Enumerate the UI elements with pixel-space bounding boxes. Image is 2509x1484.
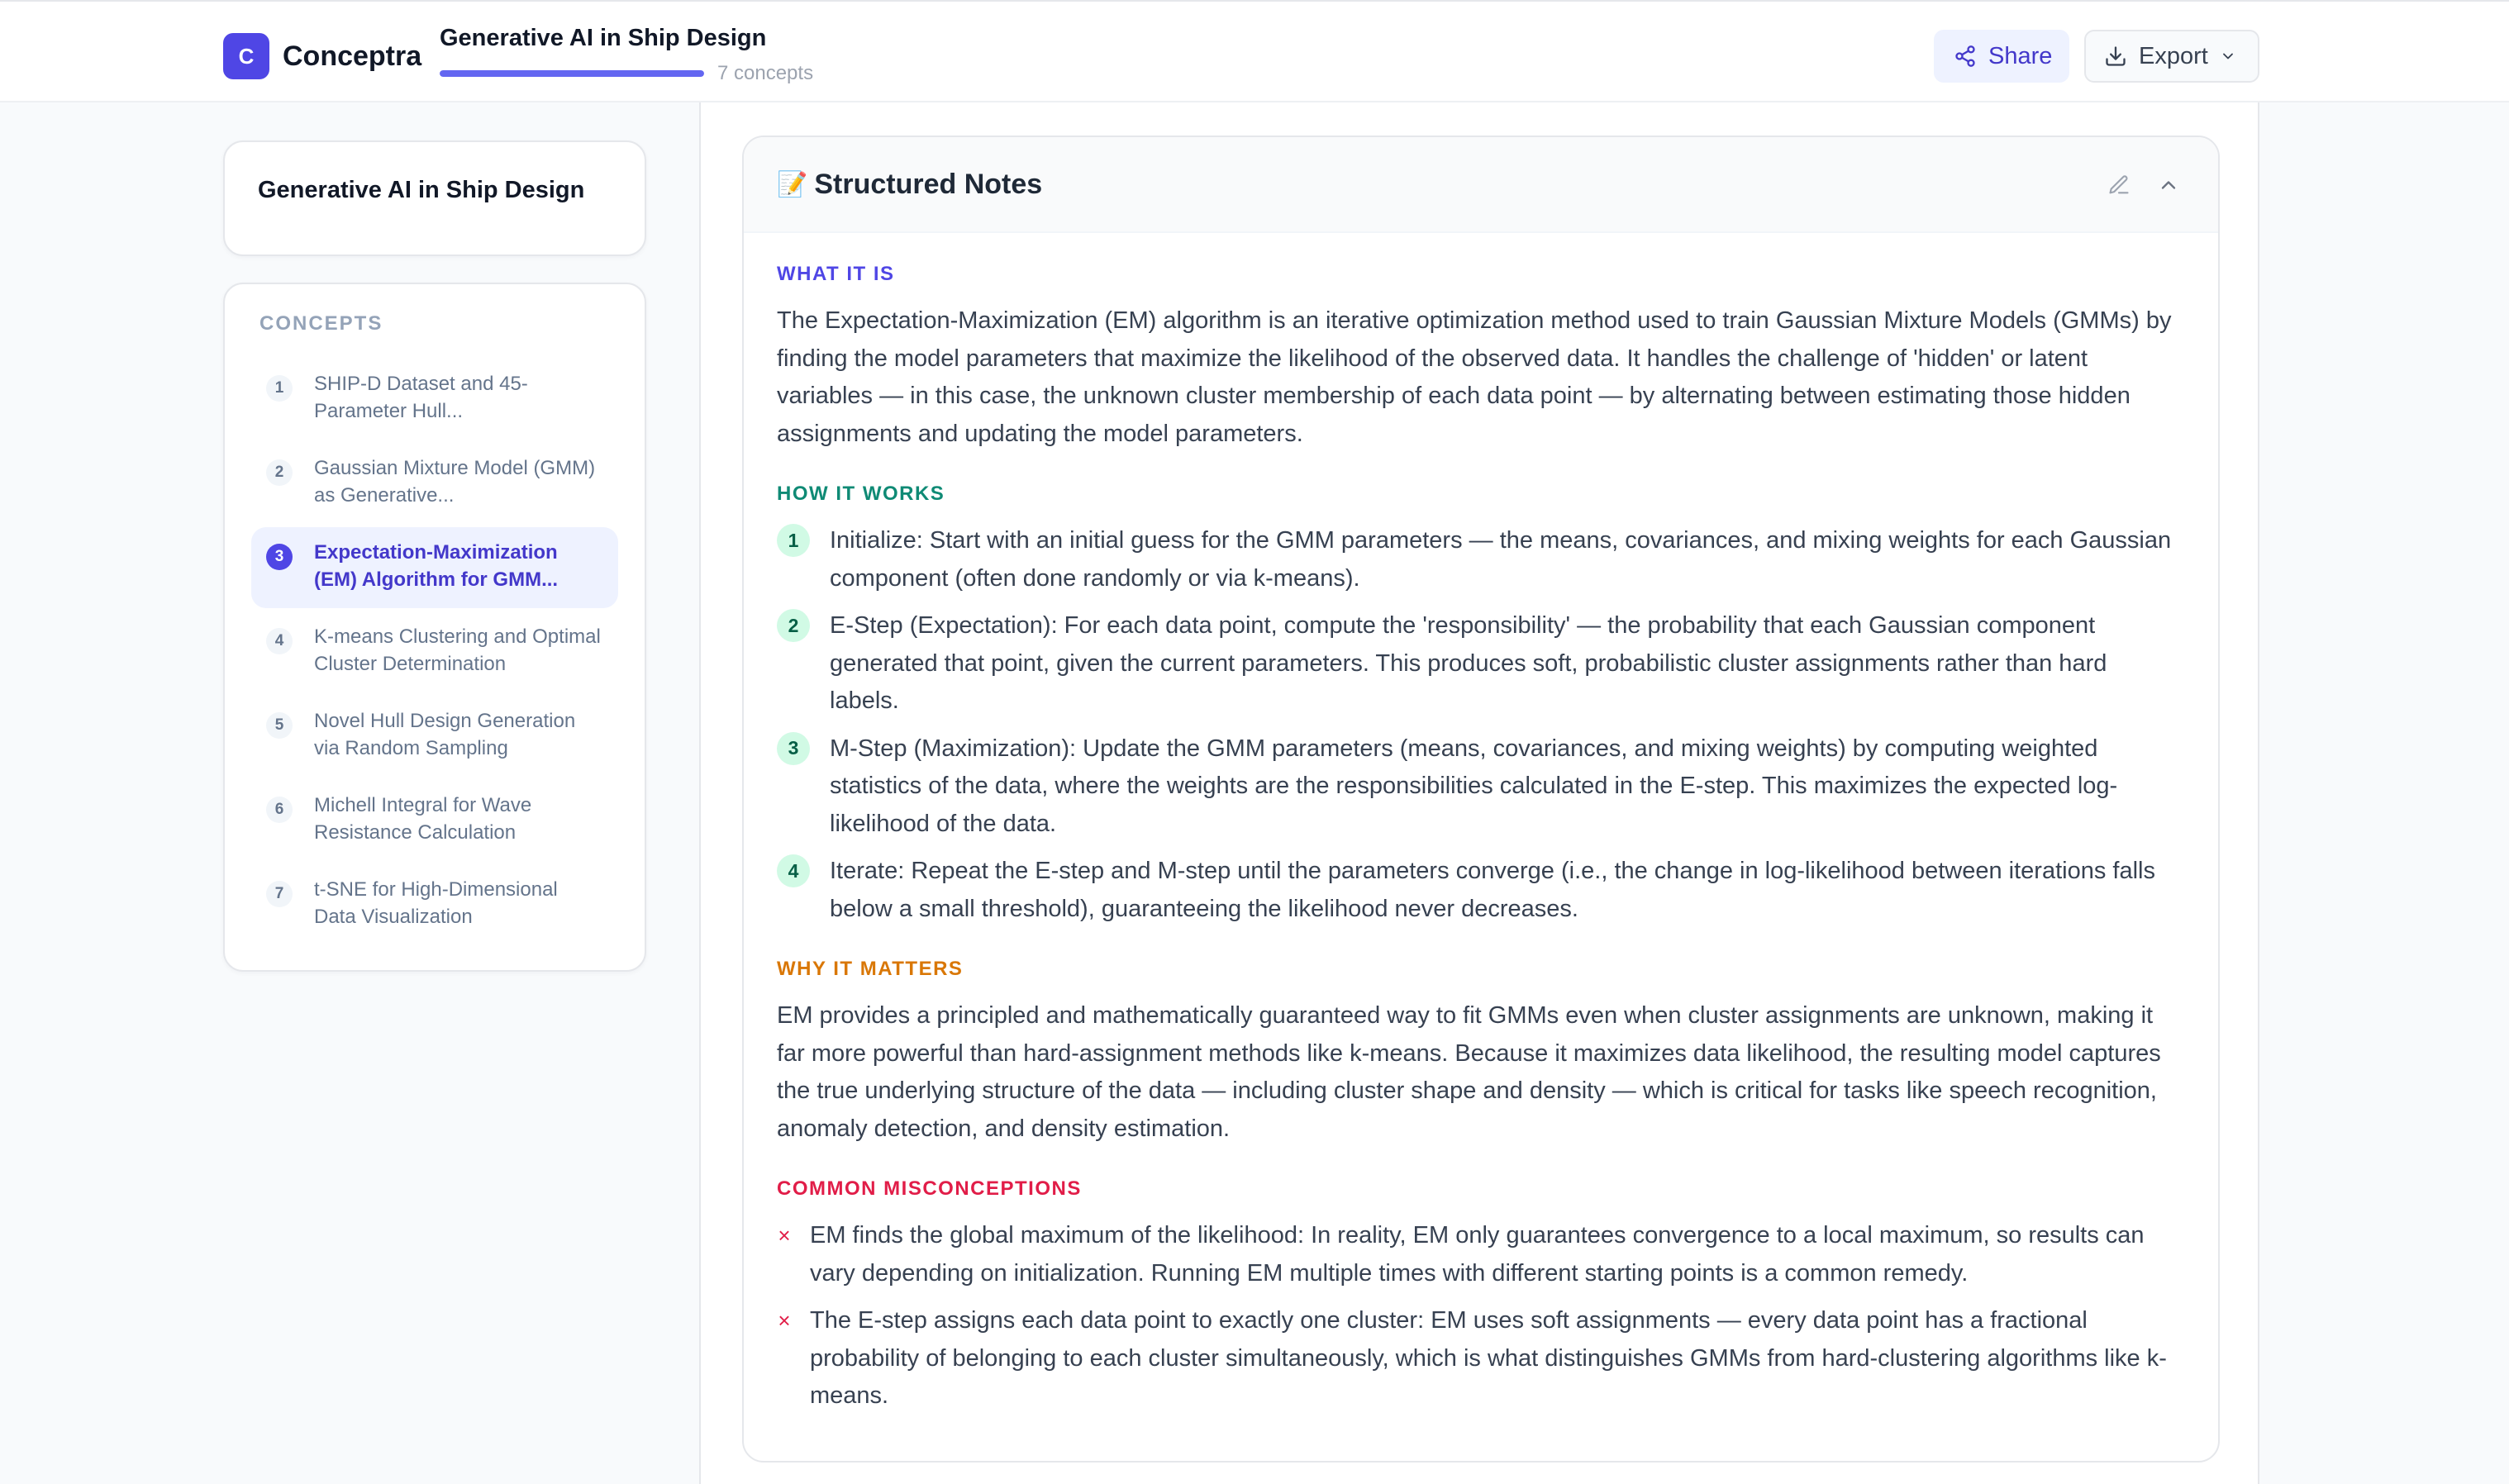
step-item: [777, 607, 2180, 721]
misconception-item: [777, 1217, 2180, 1292]
concept-label: K-means Clustering and Optimal Cluster Determination: [314, 625, 601, 675]
structured-notes-card: [742, 136, 2220, 1463]
app-name: Conceptra: [283, 40, 422, 72]
memo-icon: 📝: [777, 170, 808, 198]
concept-number-badge: 4: [266, 628, 293, 654]
pencil-icon: [2107, 174, 2131, 197]
export-label: Export: [2139, 42, 2208, 69]
step-item: [777, 730, 2180, 844]
step-text: M-Step (Maximization): Update the GMM parameters (means, covariances, and mixing weights) by computing weighted statistics of the data, where the weights are the responsibilities calculated in the E-step. This maximizes the expected log-likelihood of the data.: [830, 735, 2118, 837]
brand[interactable]: [223, 33, 421, 79]
download-icon: [2104, 45, 2127, 68]
collapse-notes-button[interactable]: [2152, 169, 2185, 202]
course-progress-bar: [440, 70, 704, 77]
share-icon: [1954, 45, 1977, 68]
step-number-badge: 2: [777, 609, 810, 642]
step-number-badge: 4: [777, 854, 810, 887]
x-mark-icon: ×: [778, 1223, 791, 1248]
concept-number-badge: 3: [266, 544, 293, 570]
step-number-badge: 3: [777, 732, 810, 765]
what-it-is-text: The Expectation-Maximization (EM) algorithm is an iterative optimization method used to train Gaussian Mixture Models (GMMs) by finding the model parameters that maximize the likelihood of the observed data. It handles the challenge of 'hidden' or latent variables — in this case, the unknown cluster membership of each data point — by alternating between estimating those hidden assignments and updating the model parameters.: [777, 307, 2172, 447]
step-item: [777, 853, 2180, 928]
steps-list: [777, 522, 2180, 928]
chevron-down-icon: [2220, 48, 2236, 64]
concept-item-7[interactable]: [251, 864, 618, 945]
course-meta: [440, 62, 813, 85]
share-label: Share: [1988, 42, 2053, 69]
export-button[interactable]: [2084, 30, 2259, 83]
x-mark-icon: ×: [778, 1308, 791, 1333]
step-text: E-Step (Expectation): For each data point, compute the 'responsibility' — the probability that each Gaussian component generated that point, given the current parameters. This produces soft, probabilistic cluster assignments rather than hard labels.: [830, 612, 2107, 714]
notes-title: Structured Notes: [814, 168, 1043, 200]
step-text: Initialize: Start with an initial guess for the GMM parameters — the means, covariances, and mixing weights for each Gaussian component (often done randomly or via k-means).: [830, 527, 2172, 592]
concept-item-6[interactable]: [251, 780, 618, 861]
why-it-matters-section: [777, 958, 2180, 1148]
why-it-matters-text: EM provides a principled and mathematically guaranteed way to fit GMMs even when cluster assignments are unknown, making it far more powerful than hard-assignment methods like k-means. Because it maximizes data likelihood, the resulting model captures the true underlying structure of the data — including cluster shape and density — which is critical for tasks like speech recognition, anomaly detection, and density estimation.: [777, 1002, 2161, 1142]
concept-item-4[interactable]: [251, 611, 618, 692]
concept-item-5[interactable]: [251, 696, 618, 777]
course-progress-fill: [440, 70, 704, 77]
misconception-item: [777, 1302, 2180, 1415]
sidebar-course-title: Generative AI in Ship Design: [258, 177, 585, 203]
section-label-how: HOW IT WORKS: [777, 483, 945, 505]
step-text: Iterate: Repeat the E-step and M-step until the parameters converge (i.e., the change in log-likelihood between iterations falls below a small threshold), guaranteeing the likelihood never decreases.: [830, 858, 2155, 922]
concept-number-badge: 2: [266, 459, 293, 486]
app-logo: C: [223, 33, 269, 79]
notes-header[interactable]: [744, 137, 2218, 233]
top-header: [0, 0, 2509, 102]
what-it-is-section: [777, 263, 2180, 453]
concept-label: Expectation-Maximization (EM) Algorithm for GMM...: [314, 541, 559, 591]
notes-body: [744, 233, 2218, 1415]
course-header: [440, 25, 813, 85]
concept-item-3[interactable]: [251, 527, 618, 608]
concept-list: [251, 359, 618, 945]
misconceptions-list: [777, 1217, 2180, 1415]
edit-notes-button[interactable]: [2102, 169, 2135, 202]
step-number-badge: 1: [777, 524, 810, 557]
concept-label: Novel Hull Design Generation via Random Sampling: [314, 710, 576, 759]
concept-label: SHIP-D Dataset and 45-Parameter Hull...: [314, 373, 528, 422]
concept-number-badge: 1: [266, 375, 293, 402]
concepts-panel: [223, 283, 646, 972]
concept-label: Michell Integral for Wave Resistance Calculation: [314, 794, 532, 844]
sidebar-course-card: [223, 140, 646, 256]
section-label-what: WHAT IT IS: [777, 263, 895, 285]
chevron-up-icon: [2157, 174, 2180, 197]
share-button[interactable]: [1934, 30, 2069, 83]
concept-count: 7 concepts: [717, 62, 814, 84]
concept-label: Gaussian Mixture Model (GMM) as Generative...: [314, 457, 596, 507]
misconceptions-section: [777, 1177, 2180, 1415]
misconception-text: The E-step assigns each data point to exactly one cluster: EM uses soft assignments — every data point has a fractional probability of belonging to each cluster simultaneously, which is what distinguishes GMMs from hard-clustering algorithms like k-means.: [810, 1307, 2167, 1409]
concept-label: t-SNE for High-Dimensional Data Visualization: [314, 878, 558, 928]
concept-number-badge: 7: [266, 881, 293, 907]
concept-item-1[interactable]: [251, 359, 618, 440]
notes-actions: [2102, 169, 2185, 202]
main-content: [699, 102, 2259, 1484]
concept-item-2[interactable]: [251, 443, 618, 524]
concept-number-badge: 6: [266, 797, 293, 823]
section-label-why: WHY IT MATTERS: [777, 958, 964, 980]
step-item: [777, 522, 2180, 597]
course-title: Generative AI in Ship Design: [440, 25, 767, 51]
concepts-heading: CONCEPTS: [259, 312, 383, 335]
section-label-misconceptions: COMMON MISCONCEPTIONS: [777, 1177, 1082, 1200]
misconception-text: EM finds the global maximum of the likelihood: In reality, EM only guarantees convergence to a local maximum, so results can vary depending on initialization. Running EM multiple times with different starting points is a common remedy.: [810, 1222, 2145, 1287]
concept-number-badge: 5: [266, 712, 293, 739]
how-it-works-section: [777, 483, 2180, 928]
